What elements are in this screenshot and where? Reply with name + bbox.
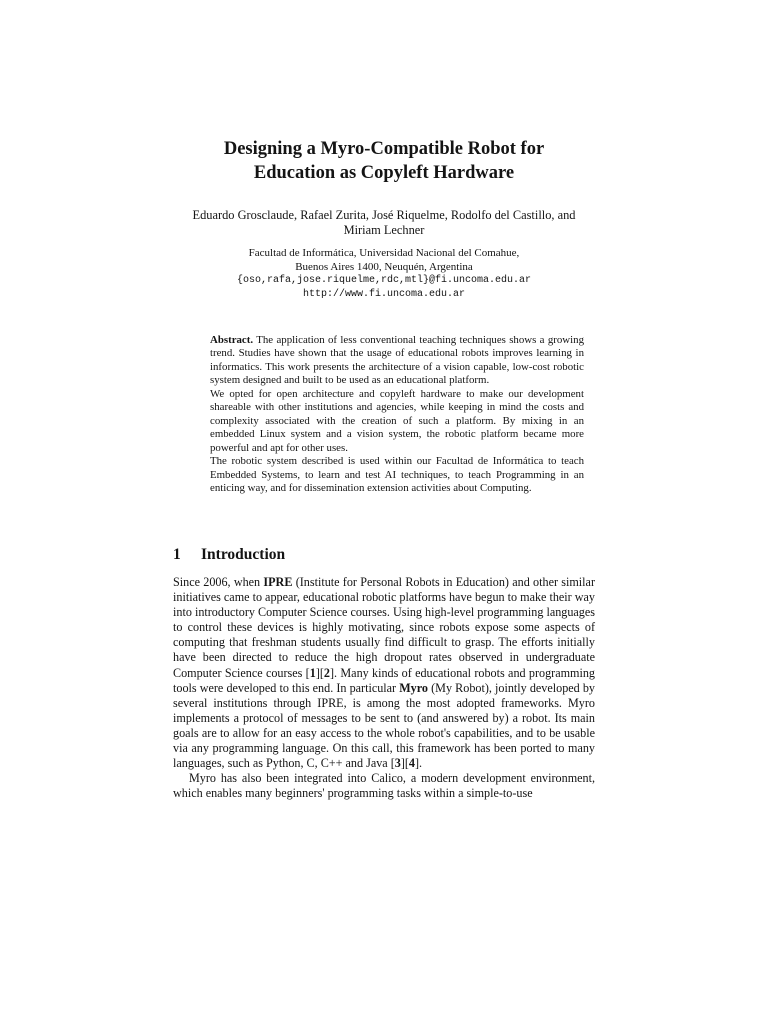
affiliation-line-1: Facultad de Informática, Universidad Nacional del Comahue, (248, 247, 520, 259)
citation-ref[interactable]: 2 (323, 665, 330, 680)
intro-text: ][ (315, 665, 324, 680)
myro-term: Myro (399, 680, 428, 695)
affiliation-block (170, 247, 598, 301)
intro-text: ]. (415, 756, 423, 771)
abstract (210, 334, 584, 495)
citation-ref[interactable]: 1 (309, 665, 316, 680)
intro-text: ][ (400, 756, 409, 771)
institution-url: http://www.fi.uncoma.edu.ar (302, 288, 466, 300)
ipre-term: IPRE (263, 575, 293, 589)
title-line-1: Designing a Myro-Compatible Robot for (223, 139, 545, 159)
abstract-text-1: The application of less conventional teaching techniques shows a growing trend. Studies have shown that the usage of educational robots improves learning in informatics. This work presents the architecture of a vision capable, low-cost robotic system designed and built to be used as an educational platform. (210, 334, 584, 387)
intro-text: (Institute for Personal Robots in Education) and other similar initiatives came to appear, educational robotic platforms have begun to make their way into introductory Computer Science courses. Using high-level programming languages to control these devices is highly motivating, since robots expose some aspects of computing that freshman students usually find difficult to grasp. The efforts initially have been directed to reduce the high dropout rates observed in undergraduate Computer Science courses [ (173, 575, 595, 680)
intro-text: ]. Many kinds of educational robots and programming tools were developed to this end. In particular (173, 665, 595, 695)
abstract-paragraph-2: We opted for open architecture and copyleft hardware to make our development shareable with other institutions and agencies, while keeping in mind the costs and complexity associated with the creation of such a platform. By mixing in an embedded Linux system and a vision system, the robotic platform became more powerful and apt for other uses. (210, 387, 584, 454)
intro-text: Since 2006, when (173, 575, 264, 589)
intro-paragraph-2: Myro has also been integrated into Calico, a modern development environment, which enables many beginners' programming tasks within a simple-to-use (173, 771, 595, 801)
author-emails: {oso,rafa,jose.riquelme,rdc,mtl}@fi.uncoma.edu.ar (236, 275, 532, 286)
abstract-paragraph-1 (210, 334, 584, 388)
affiliation-line-2: Buenos Aires 1400, Neuquén, Argentina (295, 260, 473, 273)
section-title: Introduction (201, 546, 286, 563)
section-heading (173, 545, 595, 565)
intro-text: (My Robot), jointly developed by several institutions through IPRE, is among the most adopted frameworks. Myro implements a protocol of messages to be sent to (and answered by) a robot. Its main goals are to allow for an easy access to the whole robot's capabilities, and to be usable via any programming language. On this call, this framework has been ported to many languages, such as Python, C, C++ and Java [ (173, 680, 595, 771)
authors-line-2: Miriam Lechner (343, 223, 425, 237)
paper-title (0, 137, 768, 185)
section-number: 1 (173, 546, 181, 563)
intro-paragraph-1 (173, 575, 595, 771)
author-list (170, 208, 598, 238)
abstract-paragraph-3: The robotic system described is used within our Facultad de Informática to teach Embedded Systems, to learn and test AI techniques, to teach Programming in an enticing way, and for dissemination extension activities about Computing. (210, 455, 584, 494)
citation-ref[interactable]: 4 (408, 756, 415, 771)
authors-line-1: Eduardo Grosclaude, Rafael Zurita, José Riquelme, Rodolfo del Castillo, and (192, 208, 576, 222)
section-body (173, 575, 595, 801)
title-line-2: Education as Copyleft Hardware (253, 163, 515, 183)
citation-ref[interactable]: 3 (394, 756, 401, 771)
abstract-label: Abstract. (210, 334, 254, 346)
